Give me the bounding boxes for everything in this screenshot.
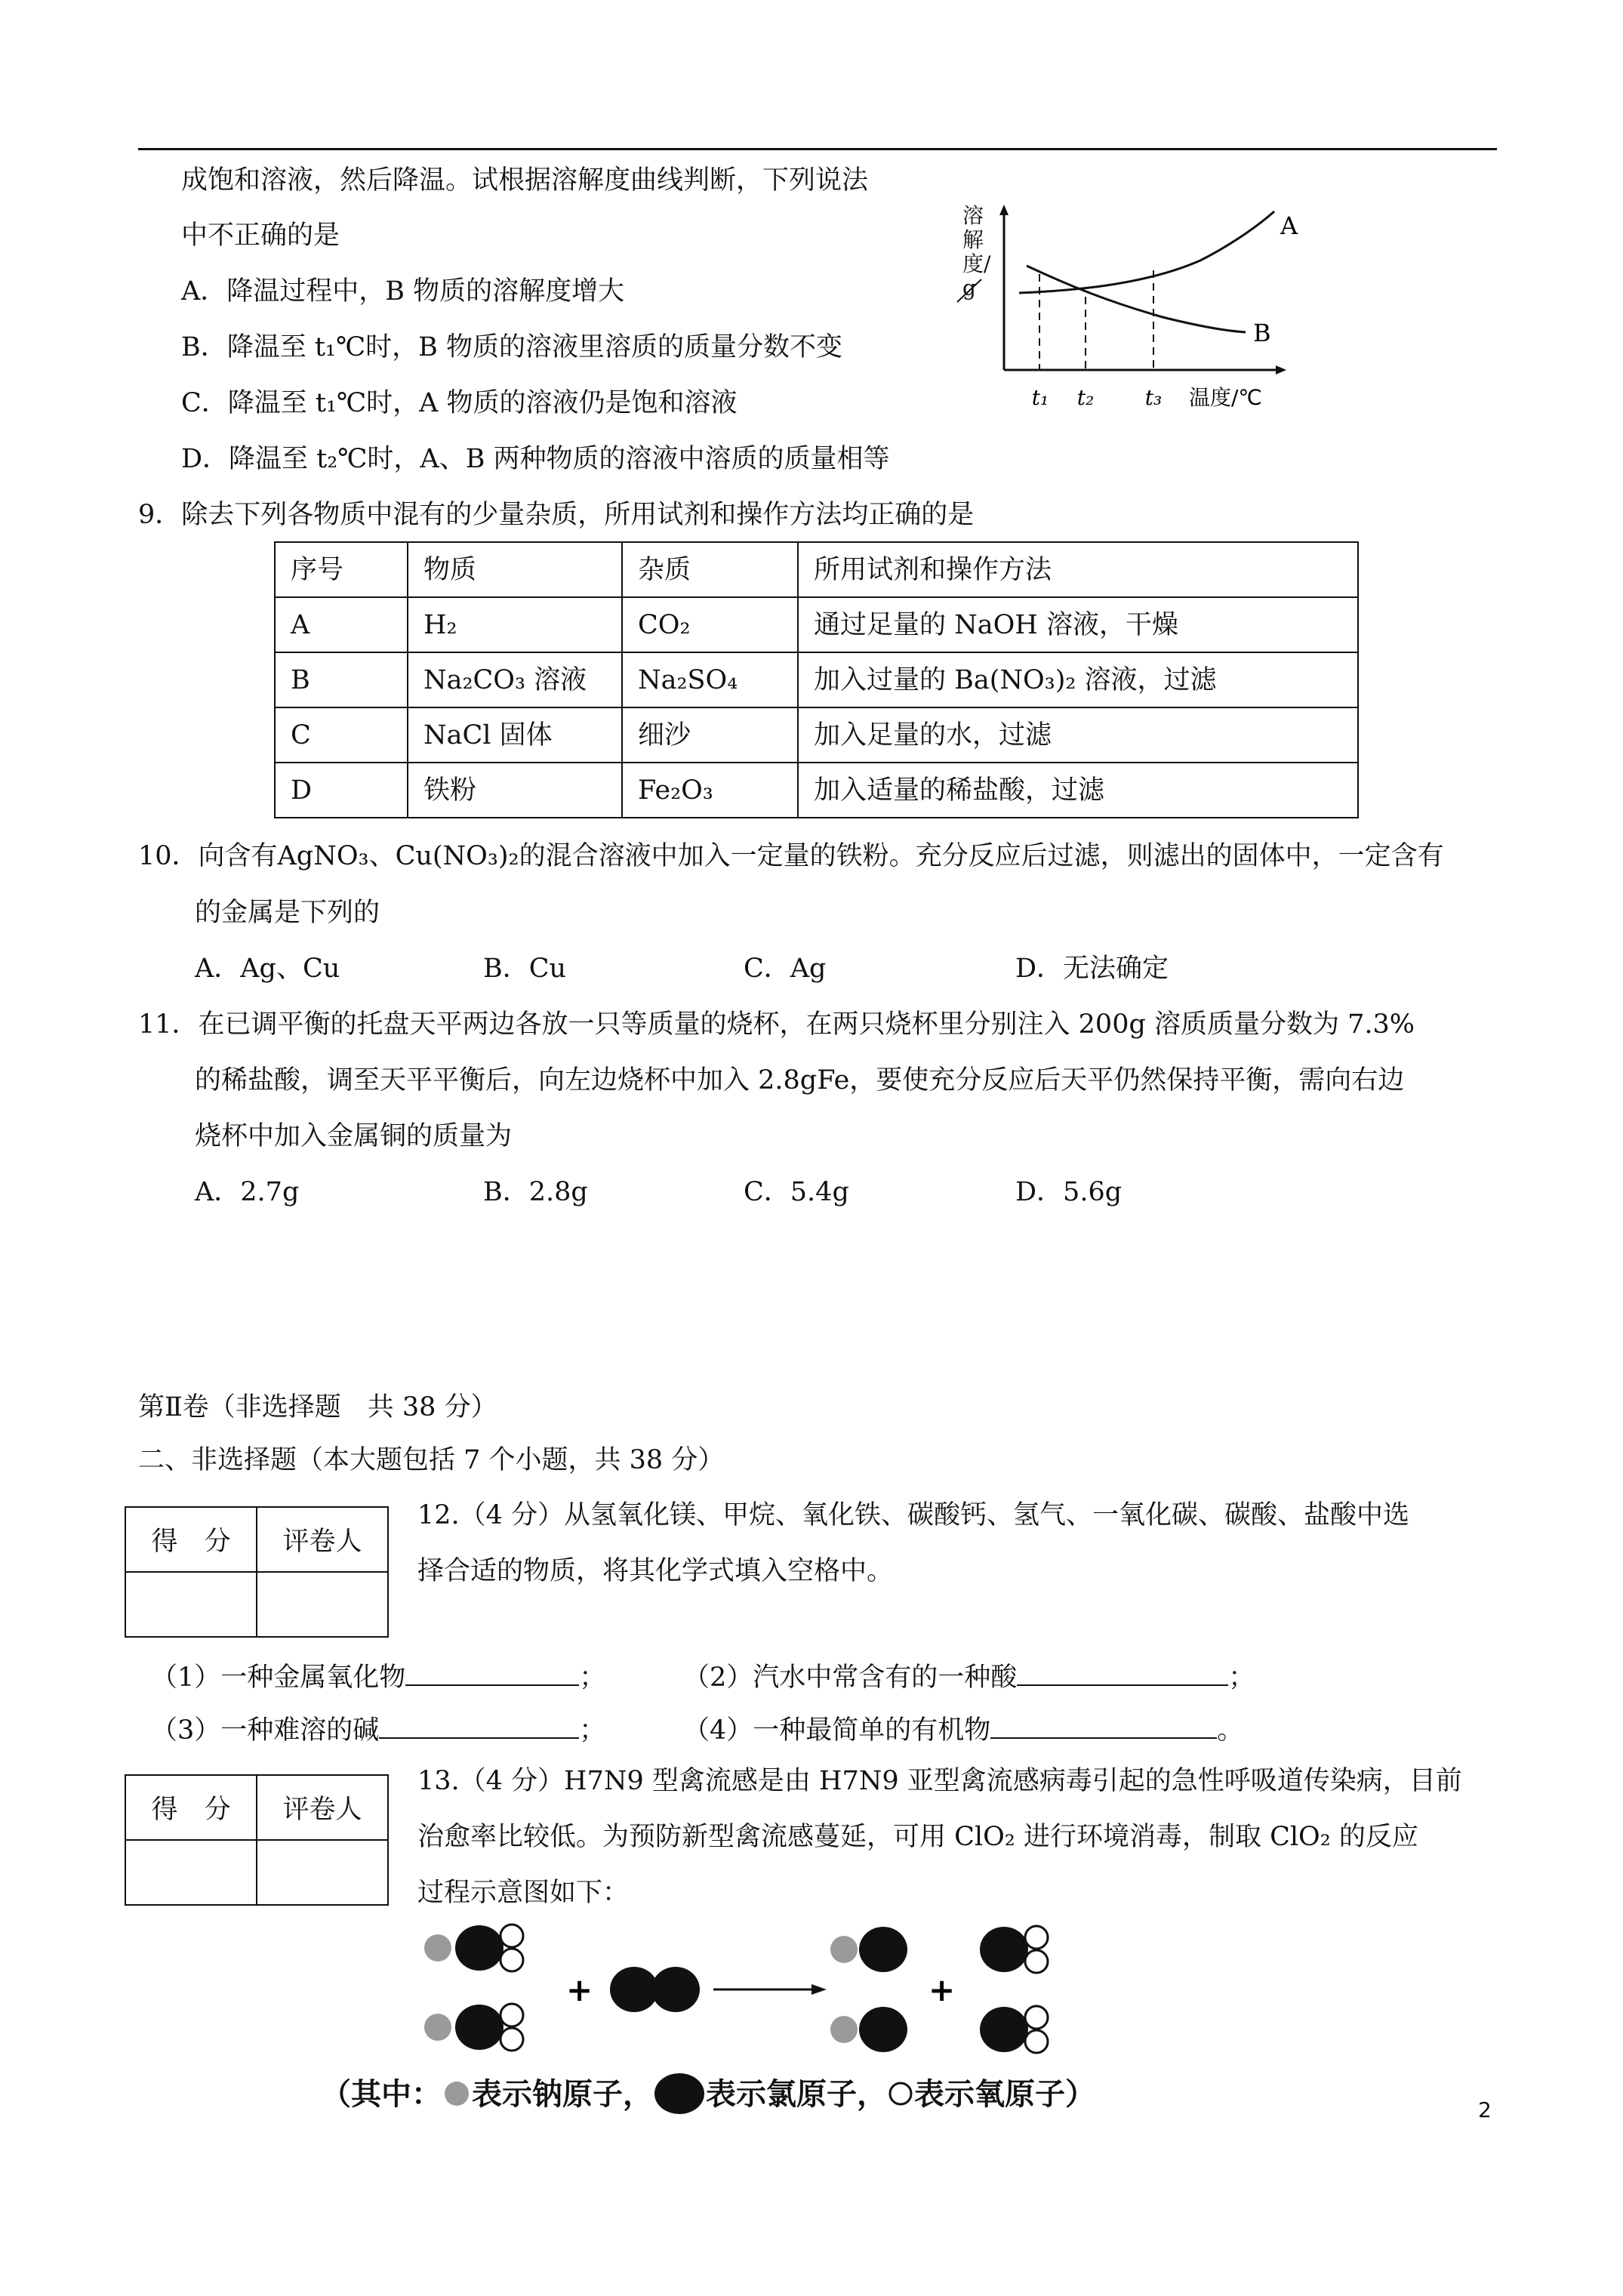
q11-option-d: D．5.6g [1015,1177,1123,1207]
table-header-row [275,542,1358,597]
answer-blank-2[interactable] [1017,1657,1228,1686]
header-cell: 物质 [408,542,622,597]
table-cell: 加入过量的 Ba(NO₃)₂ 溶液，过滤 [798,652,1358,707]
table-cell: CO₂ [622,597,798,652]
x-axis-label: 温度/℃ [1189,385,1262,410]
series-b-label: B [1253,319,1271,347]
q12-item-3-text: （3）一种难溶的碱 [151,1715,380,1746]
reaction-diagram [408,1918,1087,2061]
page-number: 2 [1478,2097,1492,2122]
grader-label: 评卷人 [257,1775,388,1840]
q11-line-1: 11．在已调平衡的托盘天平两边各放一只等质量的烧杯，在两只烧杯里分别注入 200g 溶质质量分数为 7.3% [138,1009,1415,1040]
q10-line-1: 10．向含有AgNO₃、Cu(NO₃)₂的混合溶液中加入一定量的铁粉。充分反应后过滤，则滤出的固体中，一定含有 [138,841,1444,871]
tick-t3: t₃ [1144,385,1163,410]
legend-prefix: （其中： [321,2076,442,2112]
table-cell: 通过足量的 NaOH 溶液，干燥 [798,597,1358,652]
q8-option-d: D．降温至 t₂℃时，A、B 两种物质的溶液中溶质的质量相等 [181,444,890,474]
curve-b [1027,266,1246,332]
q9-table [274,541,1359,818]
grader-cell [257,1840,388,1905]
reactant-naclo2-2 [424,2004,523,2051]
product-nacl-1 [830,1927,907,1972]
q11-line-3: 烧杯中加入金属铜的质量为 [195,1121,513,1151]
q12-item-1-text: （1）一种金属氧化物 [151,1663,406,1693]
q12-item-2-text: （2）汽水中常含有的一种酸 [683,1663,1018,1693]
answer-blank-4[interactable] [990,1710,1217,1739]
q11-line-2: 的稀盐酸，调至天平平衡后，向左边烧杯中加入 2.8gFe，要使充分反应后天平仍然保持平衡，需向右边 [195,1065,1405,1096]
header-cell: 所用试剂和操作方法 [798,542,1358,597]
x-axis-arrow [1276,365,1286,374]
header-rule [138,148,1497,150]
header-cell: 杂质 [622,542,798,597]
table-cell: 细沙 [622,707,798,763]
legend-na: 表示钠原子， [472,2076,653,2112]
table-cell: NaCl 固体 [408,707,622,763]
q10-option-c: C．Ag [744,954,827,984]
score-cell [125,1572,257,1637]
plus-sign: + [929,1971,956,2008]
legend-cl: 表示氯原子， [706,2076,887,2112]
q11-option-b: B．2.8g [483,1177,588,1207]
plus-sign: + [566,1971,593,2008]
grader-cell [257,1572,388,1637]
q8-line-1: 成饱和溶液，然后降温。试根据溶解度曲线判断，下列说法 [181,165,869,196]
q13-line-2: 治愈率比较低。为预防新型禽流感蔓延，可用 ClO₂ 进行环境消毒，制取 ClO₂ 的反应 [417,1822,1418,1852]
product-nacl-2 [830,2007,907,2052]
q12-item-4-text: （4）一种最简单的有机物 [683,1715,991,1746]
q12-line-2: 择合适的物质，将其化学式填入空格中。 [417,1556,894,1586]
q11-option-a: A．2.7g [195,1177,300,1207]
q10-option-a: A．Ag、Cu [195,954,340,984]
table-cell: 加入足量的水，过滤 [798,707,1358,763]
q10-option-d: D．无法确定 [1015,954,1169,984]
section-title: 第Ⅱ卷（非选择题 共 38 分） [138,1392,497,1422]
table-row [275,707,1358,763]
table-cell: A [275,597,408,652]
q8-option-c: C．降温至 t₁℃时，A 物质的溶液仍是饱和溶液 [181,388,738,418]
q12-line-1: 12.（4 分）从氢氧化镁、甲烷、氧化铁、碳酸钙、氢气、一氧化碳、碳酸、盐酸中选 [417,1500,1410,1530]
table-cell: B [275,652,408,707]
q8-option-a: A．降温过程中，B 物质的溶解度增大 [181,276,625,307]
grader-label: 评卷人 [257,1507,388,1572]
oxygen-atom-icon [887,2080,914,2107]
q13-line-1: 13.（4 分）H7N9 型禽流感是由 H7N9 亚型禽流感病毒引起的急性呼吸道传染病，目前 [417,1766,1462,1796]
q12-item-4 [683,1710,1243,1749]
q12-item-2 [683,1657,1255,1696]
table-cell: Fe₂O₃ [622,763,798,818]
q9-stem: 9．除去下列各物质中混有的少量杂质，所用试剂和操作方法均正确的是 [138,500,975,530]
table-cell: 加入适量的稀盐酸，过滤 [798,763,1358,818]
q10-line-2: 的金属是下列的 [195,898,380,928]
answer-blank-3[interactable] [379,1710,579,1739]
separator: ； [579,1663,606,1693]
separator: ； [579,1715,606,1746]
table-row [275,597,1358,652]
table-row [275,652,1358,707]
product-clo2-2 [980,2006,1048,2053]
legend-o: 表示氧原子） [914,2076,1095,2112]
score-label: 得 分 [125,1775,257,1840]
q8-line-2: 中不正确的是 [181,220,340,251]
header-cell: 序号 [275,542,408,597]
sodium-atom-icon [442,2080,472,2107]
score-cell [125,1840,257,1905]
y-axis-arrow [999,205,1009,215]
reactant-naclo2-1 [424,1925,523,1971]
reaction-arrowhead [812,1984,827,1995]
q13-line-3: 过程示意图如下： [417,1878,630,1908]
diagram-legend [321,2070,1095,2115]
chlorine-atom-icon [653,2073,706,2115]
table-cell: Na₂CO₃ 溶液 [408,652,622,707]
y-axis-label: 溶解度/g [962,203,991,300]
q10-option-b: B．Cu [483,954,567,984]
separator: ； [1228,1663,1255,1693]
table-cell: C [275,707,408,763]
score-box-q12 [125,1506,389,1638]
tick-t1: t₁ [1031,385,1049,410]
table-cell: D [275,763,408,818]
score-box-q13 [125,1774,389,1906]
product-clo2-1 [980,1926,1048,1973]
q11-option-c: C．5.4g [744,1177,849,1207]
table-row [275,763,1358,818]
q12-item-3 [151,1710,605,1749]
series-a-label: A [1280,211,1298,240]
table-cell: H₂ [408,597,622,652]
end-mark: 。 [1217,1715,1244,1746]
answer-blank-1[interactable] [405,1657,579,1686]
reactant-cl2 [610,1967,700,2012]
tick-t2: t₂ [1076,385,1095,410]
q8-option-b: B．降温至 t₁℃时，B 物质的溶液里溶质的质量分数不变 [181,332,842,362]
table-cell: Na₂SO₄ [622,652,798,707]
q12-item-1 [151,1657,605,1696]
section-subtitle: 二、非选择题（本大题包括 7 个小题，共 38 分） [138,1445,725,1475]
score-label: 得 分 [125,1507,257,1572]
table-cell: 铁粉 [408,763,622,818]
